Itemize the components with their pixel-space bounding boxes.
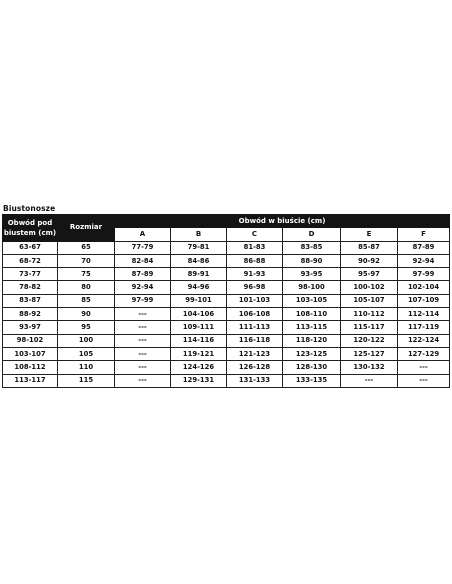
size-cell: 80 [58, 281, 115, 294]
header-cup-b: B [171, 228, 227, 241]
table-row [3, 347, 450, 360]
table-row [3, 268, 450, 281]
cup-c-cell: 91-93 [227, 268, 283, 281]
cup-b-cell: 109-111 [171, 321, 227, 334]
cup-d-cell: 108-110 [283, 308, 341, 321]
cup-b-cell: 84-86 [171, 254, 227, 267]
cup-c-cell: 101-103 [227, 294, 283, 307]
header-cup-d: D [283, 228, 341, 241]
underbust-cell: 103-107 [3, 347, 58, 360]
cup-f-cell: 97-99 [398, 268, 450, 281]
cup-c-cell: 111-113 [227, 321, 283, 334]
cup-a-cell: 77-79 [115, 241, 171, 254]
header-underbust: Obwód pod biustem (cm) [3, 215, 58, 242]
cup-a-cell: 97-99 [115, 294, 171, 307]
table-row [3, 361, 450, 374]
cup-b-cell: 114-116 [171, 334, 227, 347]
underbust-cell: 73-77 [3, 268, 58, 281]
cup-f-cell: 127-129 [398, 347, 450, 360]
cup-e-cell: 105-107 [341, 294, 398, 307]
size-cell: 70 [58, 254, 115, 267]
table-row [3, 254, 450, 267]
cup-a-cell: 87-89 [115, 268, 171, 281]
size-cell: 65 [58, 241, 115, 254]
cup-b-cell: 99-101 [171, 294, 227, 307]
cup-c-cell: 81-83 [227, 241, 283, 254]
cup-b-cell: 124-126 [171, 361, 227, 374]
size-cell: 115 [58, 374, 115, 387]
cup-a-cell: 92-94 [115, 281, 171, 294]
cup-e-cell: 115-117 [341, 321, 398, 334]
header-cup-f: F [398, 228, 450, 241]
cup-c-cell: 131-133 [227, 374, 283, 387]
underbust-cell: 88-92 [3, 308, 58, 321]
table-row [3, 281, 450, 294]
underbust-cell: 98-102 [3, 334, 58, 347]
cup-b-cell: 129-131 [171, 374, 227, 387]
cup-c-cell: 121-123 [227, 347, 283, 360]
size-cell: 85 [58, 294, 115, 307]
header-bust: Obwód w biuście (cm) [115, 215, 450, 228]
cup-e-cell: 125-127 [341, 347, 398, 360]
table-body [3, 241, 450, 387]
header-row [3, 215, 450, 228]
cup-e-cell: --- [341, 374, 398, 387]
header-cup-a: A [115, 228, 171, 241]
cup-f-cell: 102-104 [398, 281, 450, 294]
cup-e-cell: 100-102 [341, 281, 398, 294]
size-cell: 90 [58, 308, 115, 321]
cup-b-cell: 79-81 [171, 241, 227, 254]
cup-b-cell: 104-106 [171, 308, 227, 321]
cup-a-cell: --- [115, 347, 171, 360]
cup-c-cell: 96-98 [227, 281, 283, 294]
cup-a-cell: --- [115, 374, 171, 387]
table-row [3, 334, 450, 347]
cup-c-cell: 126-128 [227, 361, 283, 374]
cup-f-cell: 87-89 [398, 241, 450, 254]
cup-f-cell: 122-124 [398, 334, 450, 347]
table-row [3, 321, 450, 334]
cup-e-cell: 85-87 [341, 241, 398, 254]
underbust-cell: 108-112 [3, 361, 58, 374]
size-cell: 100 [58, 334, 115, 347]
cup-d-cell: 83-85 [283, 241, 341, 254]
cup-e-cell: 130-132 [341, 361, 398, 374]
header-cup-e: E [341, 228, 398, 241]
underbust-cell: 83-87 [3, 294, 58, 307]
cup-e-cell: 95-97 [341, 268, 398, 281]
size-cell: 110 [58, 361, 115, 374]
cup-e-cell: 110-112 [341, 308, 398, 321]
cup-e-cell: 90-92 [341, 254, 398, 267]
cup-f-cell: 107-109 [398, 294, 450, 307]
cup-a-cell: --- [115, 321, 171, 334]
cup-b-cell: 89-91 [171, 268, 227, 281]
underbust-cell: 63-67 [3, 241, 58, 254]
cup-a-cell: 82-84 [115, 254, 171, 267]
bra-size-table [2, 214, 450, 388]
table-row [3, 294, 450, 307]
header-size: Rozmiar [58, 215, 115, 242]
cup-d-cell: 103-105 [283, 294, 341, 307]
cup-d-cell: 88-90 [283, 254, 341, 267]
cup-f-cell: 117-119 [398, 321, 450, 334]
cup-f-cell: 112-114 [398, 308, 450, 321]
underbust-cell: 113-117 [3, 374, 58, 387]
cup-d-cell: 128-130 [283, 361, 341, 374]
cup-f-cell: 92-94 [398, 254, 450, 267]
underbust-cell: 78-82 [3, 281, 58, 294]
size-cell: 105 [58, 347, 115, 360]
cup-e-cell: 120-122 [341, 334, 398, 347]
cup-b-cell: 119-121 [171, 347, 227, 360]
cup-f-cell: --- [398, 374, 450, 387]
size-cell: 75 [58, 268, 115, 281]
cup-d-cell: 123-125 [283, 347, 341, 360]
cup-b-cell: 94-96 [171, 281, 227, 294]
cup-d-cell: 98-100 [283, 281, 341, 294]
cup-c-cell: 86-88 [227, 254, 283, 267]
cup-d-cell: 118-120 [283, 334, 341, 347]
underbust-cell: 93-97 [3, 321, 58, 334]
cup-d-cell: 133-135 [283, 374, 341, 387]
table-row [3, 374, 450, 387]
cup-d-cell: 113-115 [283, 321, 341, 334]
cup-d-cell: 93-95 [283, 268, 341, 281]
cup-c-cell: 116-118 [227, 334, 283, 347]
cup-a-cell: --- [115, 308, 171, 321]
cup-f-cell: --- [398, 361, 450, 374]
underbust-cell: 68-72 [3, 254, 58, 267]
cup-c-cell: 106-108 [227, 308, 283, 321]
table-row [3, 241, 450, 254]
cup-a-cell: --- [115, 334, 171, 347]
header-cup-c: C [227, 228, 283, 241]
page-title: Biustonosze [3, 204, 56, 213]
table-row [3, 308, 450, 321]
cup-a-cell: --- [115, 361, 171, 374]
size-cell: 95 [58, 321, 115, 334]
